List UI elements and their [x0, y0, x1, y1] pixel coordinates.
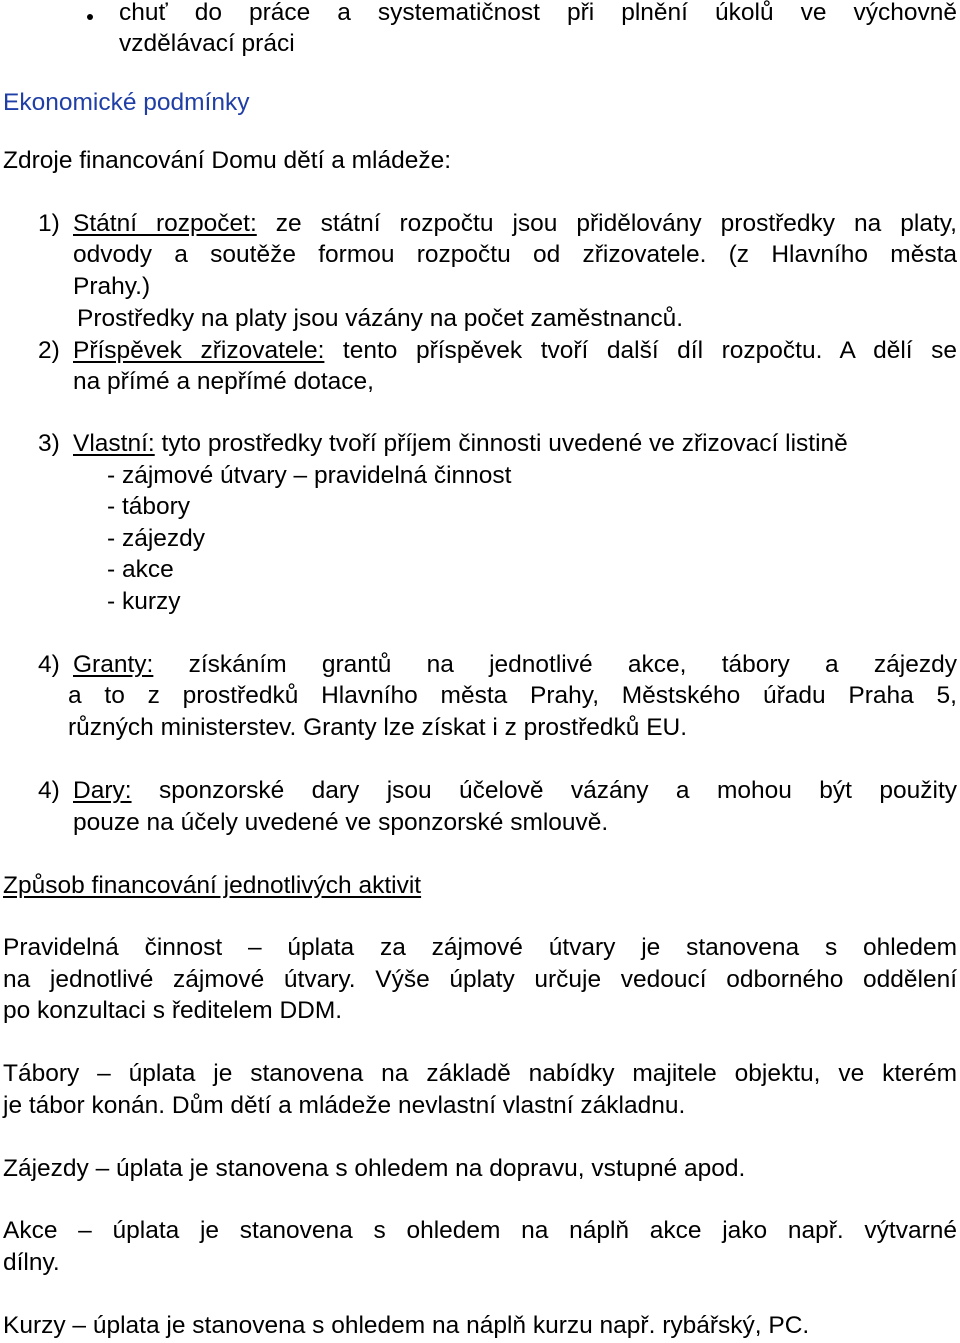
sub-item: - zájezdy	[107, 525, 206, 552]
list-item-line: Prostředky na platy jsou vázány na počet zaměstnanců.	[77, 305, 684, 332]
sub-item: - tábory	[107, 493, 191, 520]
item-number: 4)	[38, 651, 60, 678]
list-item-line: Státní rozpočet: ze státní rozpočtu jsou přidělovány prostředky na platy,	[73, 210, 957, 237]
section-heading-economic: Ekonomické podmínky	[3, 89, 250, 116]
bullet-text-line: vzdělávací práci	[119, 30, 295, 57]
paragraph-line: Pravidelná činnost – úplata za zájmové útvary je stanovena s ohledem	[3, 934, 957, 961]
list-item-line: Granty: získáním grantů na jednotlivé akce, tábory a zájezdy	[73, 651, 957, 678]
paragraph-line: dílny.	[3, 1249, 60, 1276]
list-item-line: Vlastní: tyto prostředky tvoří příjem činnosti uvedené ve zřizovací listině	[73, 430, 848, 457]
list-item-line: odvody a soutěže formou rozpočtu od zřizovatele. (z Hlavního města	[73, 241, 957, 268]
sub-item: - kurzy	[107, 588, 181, 615]
section-heading-method: Způsob financování jednotlivých aktivit	[3, 872, 422, 899]
item-number: 1)	[38, 210, 60, 237]
bullet-text-line: chuť do práce a systematičnost při plnění úkolů ve výchovně	[119, 0, 957, 26]
paragraph-line: Kurzy – úplata je stanovena s ohledem na náplň kurzu např. rybářský, PC.	[3, 1312, 810, 1339]
item-label: Státní rozpočet:	[73, 210, 257, 237]
item-number: 3)	[38, 430, 60, 457]
list-item-line: Prahy.)	[73, 273, 151, 300]
item-number: 2)	[38, 337, 60, 364]
list-item-line: a to z prostředků Hlavního města Prahy, Městského úřadu Praha 5,	[68, 682, 957, 709]
paragraph-line: Tábory – úplata je stanovena na základě nabídky majitele objektu, ve kterém	[3, 1060, 957, 1087]
item-label: Příspěvek zřizovatele:	[73, 337, 325, 364]
sources-title: Zdroje financování Domu dětí a mládeže:	[3, 147, 452, 174]
list-item-line: Příspěvek zřizovatele: tento příspěvek tvoří další díl rozpočtu. A dělí se	[73, 337, 957, 364]
item-label: Granty:	[73, 651, 154, 678]
list-item-line: Dary: sponzorské dary jsou účelově vázány a mohou být použity	[73, 777, 957, 804]
item-label: Vlastní:	[73, 430, 155, 457]
sub-item: - zájmové útvary – pravidelná činnost	[107, 462, 512, 489]
paragraph-line: je tábor konán. Dům dětí a mládeže nevlastní vlastní základnu.	[3, 1092, 686, 1119]
item-label: Dary:	[73, 777, 132, 804]
bullet-dot	[87, 14, 93, 20]
paragraph-line: po konzultaci s ředitelem DDM.	[3, 997, 343, 1024]
list-item-line: různých ministerstev. Granty lze získat i z prostředků EU.	[68, 714, 688, 741]
item-number: 4)	[38, 777, 60, 804]
list-item-line: pouze na účely uvedené ve sponzorské smlouvě.	[73, 809, 609, 836]
list-item-line: na přímé a nepřímé dotace,	[73, 368, 374, 395]
paragraph-line: na jednotlivé zájmové útvary. Výše úplaty určuje vedoucí odborného oddělení	[3, 966, 957, 993]
paragraph-line: Akce – úplata je stanovena s ohledem na náplň akce jako např. výtvarné	[3, 1217, 957, 1244]
sub-item: - akce	[107, 556, 174, 583]
paragraph-line: Zájezdy – úplata je stanovena s ohledem na dopravu, vstupné apod.	[3, 1155, 746, 1182]
